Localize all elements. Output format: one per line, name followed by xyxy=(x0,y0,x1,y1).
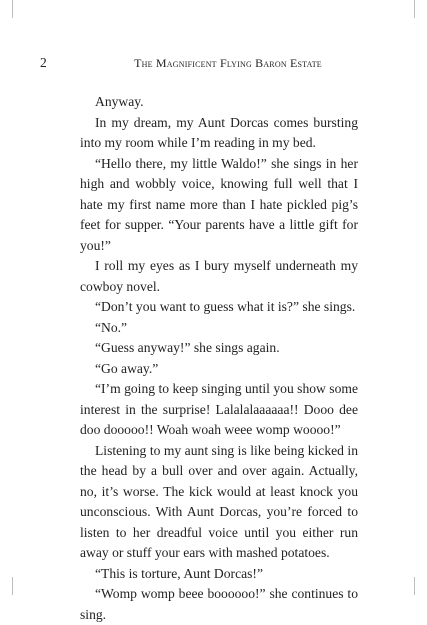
paragraph: “Don’t you want to guess what it is?” she sings. xyxy=(95,299,356,314)
running-title: The Magnificent Flying Baron Estate xyxy=(134,56,322,70)
paragraph: “Guess anyway!” she sings again. xyxy=(95,340,280,355)
crop-mark-top-right xyxy=(414,0,415,18)
crop-mark-top-left xyxy=(12,0,13,18)
crop-mark-bottom-left xyxy=(12,577,13,595)
crop-mark-bottom-right xyxy=(414,577,415,595)
paragraph: “I’m going to keep singing until you show some interest in the surprise! Lalalalaaaaaa!! Dooo dee doo dooooo!! Woah woah weee womp woooo!” xyxy=(80,381,358,437)
paragraph: “Womp womp beee boooooo!” she continues to sing. xyxy=(80,586,358,622)
paragraph: I roll my eyes as I bury myself underneath my cowboy novel. xyxy=(80,258,358,294)
paragraph: “Hello there, my little Waldo!” she sings in her high and wobbly voice, knowing full well that I hate my first name more than I hate pickled pig’s feet for supper. “Your parents have a little gift for you!” xyxy=(80,155,358,253)
page-number: 2 xyxy=(40,55,47,70)
paragraph: In my dream, my Aunt Dorcas comes bursting into my room while I’m reading in my bed. xyxy=(80,114,358,150)
body-text xyxy=(80,92,358,625)
paragraph: “No.” xyxy=(95,319,128,335)
paragraph: “Go away.” xyxy=(95,360,159,376)
page-header xyxy=(0,55,427,71)
paragraph: Listening to my aunt sing is like being kicked in the head by a bull over and over again. Actually, no, it’s worse. The kick would at least knock you unconscious. With Aunt Dorcas, you’re forced to listen to her dreadful voice until you either run away or stuff your ears with mashed potatoes. xyxy=(80,442,358,560)
paragraph: “This is torture, Aunt Dorcas!” xyxy=(95,565,263,581)
paragraph: Anyway. xyxy=(95,94,144,109)
